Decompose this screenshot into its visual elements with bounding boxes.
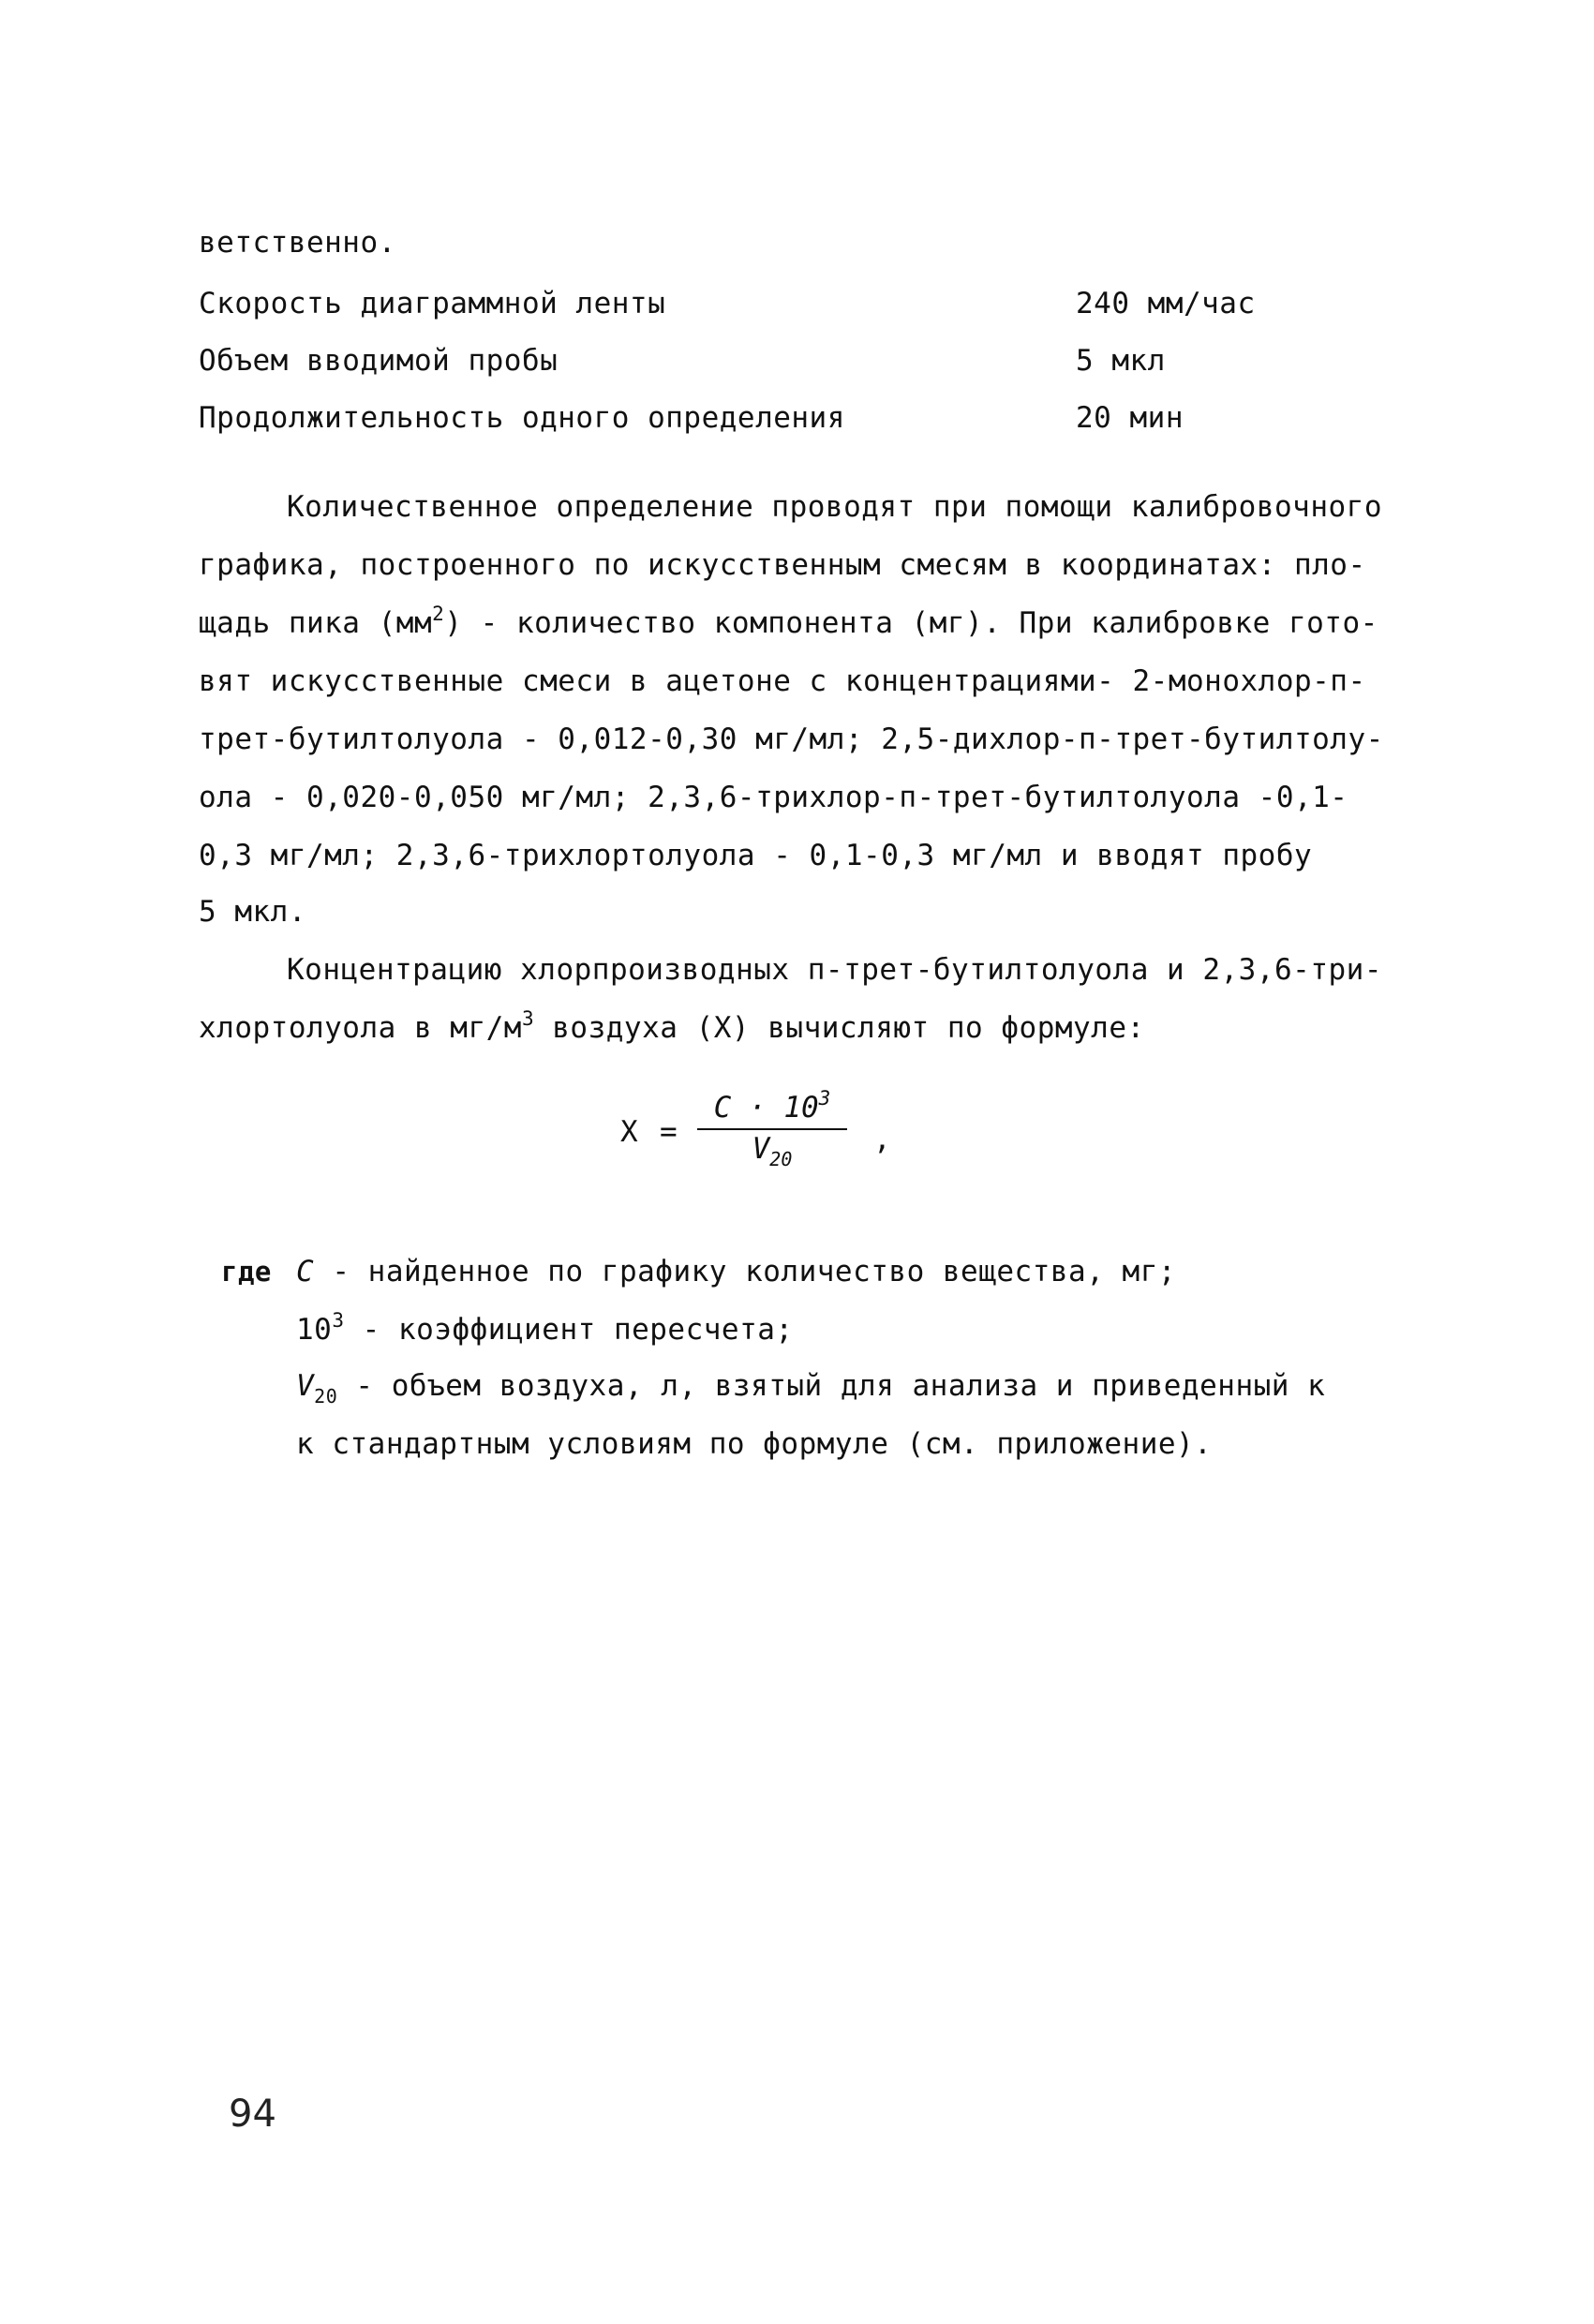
formula-v: V bbox=[752, 1132, 770, 1166]
paragraph-line: ола - 0,020-0,050 мг/мл; 2,3,6-трихлор-п-трет-бутилтолуола -0,1- bbox=[199, 781, 1348, 814]
paragraph-line: графика, построенного по искусственным смесям в координатах: пло- bbox=[199, 548, 1366, 582]
legend-superscript: 3 bbox=[332, 1309, 345, 1332]
legend-item bbox=[296, 1368, 1326, 1408]
legend-prefix: где bbox=[221, 1256, 272, 1288]
legend-text: к стандартным условиям по формуле (см. приложение). bbox=[296, 1427, 1213, 1461]
legend-symbol: V bbox=[296, 1369, 315, 1403]
legend-text: - объем воздуха, л, взятый для анализа и приведенный к bbox=[337, 1369, 1326, 1403]
paragraph-line bbox=[199, 605, 1378, 641]
paragraph-line: 5 мкл. bbox=[199, 895, 306, 929]
legend-symbol: 10 bbox=[296, 1313, 333, 1347]
superscript: 2 bbox=[432, 603, 445, 625]
formula-exponent: 3 bbox=[818, 1087, 831, 1110]
legend-text: - найденное по графику количество вещества, мг; bbox=[314, 1255, 1177, 1289]
formula-denominator bbox=[697, 1130, 847, 1168]
paragraph-line: 0,3 мг/мл; 2,3,6-трихлортолуола - 0,1-0,3 мг/мл и вводят пробу bbox=[199, 839, 1313, 872]
formula-fraction bbox=[697, 1087, 847, 1168]
legend-item bbox=[296, 1426, 1212, 1462]
formula bbox=[620, 1087, 920, 1190]
paragraph-text: ) - количество компонента (мг). При калибровке гото- bbox=[444, 606, 1378, 640]
legend-text: - коэффициент пересчета; bbox=[344, 1313, 794, 1347]
formula-v-subscript: 20 bbox=[769, 1148, 793, 1170]
paragraph-text: хлортолуола в мг/м bbox=[199, 1011, 522, 1045]
page-number: 94 bbox=[229, 2093, 276, 2136]
formula-factor: · 10 bbox=[731, 1091, 819, 1125]
param-value-sample-volume: 5 мкл bbox=[1076, 344, 1166, 378]
param-label-sample-volume: Объем вводимой пробы bbox=[199, 344, 559, 378]
formula-lhs: Х bbox=[620, 1115, 638, 1149]
paragraph-line: вят искусственные смеси в ацетоне с концентрациями- 2-монохлор-п- bbox=[199, 664, 1366, 698]
paragraph-text: щадь пика (мм bbox=[199, 606, 433, 640]
legend-item bbox=[296, 1309, 794, 1348]
continuation-text: ветственно. bbox=[199, 226, 396, 260]
paragraph-line: Концентрацию хлорпроизводных п-трет-бутилтолуола и 2,3,6-три- bbox=[287, 953, 1382, 987]
legend-item bbox=[296, 1254, 1176, 1289]
param-value-tape-speed: 240 мм/час bbox=[1076, 287, 1256, 320]
formula-numerator bbox=[697, 1087, 847, 1128]
paragraph-line bbox=[199, 1007, 1145, 1046]
param-value-duration: 20 мин bbox=[1076, 401, 1184, 435]
formula-equals: = bbox=[660, 1115, 678, 1149]
formula-c: С bbox=[713, 1091, 732, 1125]
paragraph-line: Количественное определение проводят при помощи калибровочного bbox=[287, 490, 1382, 524]
formula-comma: , bbox=[873, 1123, 891, 1156]
superscript: 3 bbox=[521, 1007, 535, 1030]
paragraph-text: воздуха (Х) вычисляют по формуле: bbox=[534, 1011, 1145, 1045]
legend-subscript: 20 bbox=[314, 1385, 338, 1408]
param-label-tape-speed: Скорость диаграммной ленты bbox=[199, 287, 666, 320]
param-label-duration: Продолжительность одного определения bbox=[199, 401, 845, 435]
paragraph-line: трет-бутилтолуола - 0,012-0,30 мг/мл; 2,5-дихлор-п-трет-бутилтолу- bbox=[199, 723, 1384, 756]
legend-symbol: С bbox=[296, 1255, 315, 1289]
